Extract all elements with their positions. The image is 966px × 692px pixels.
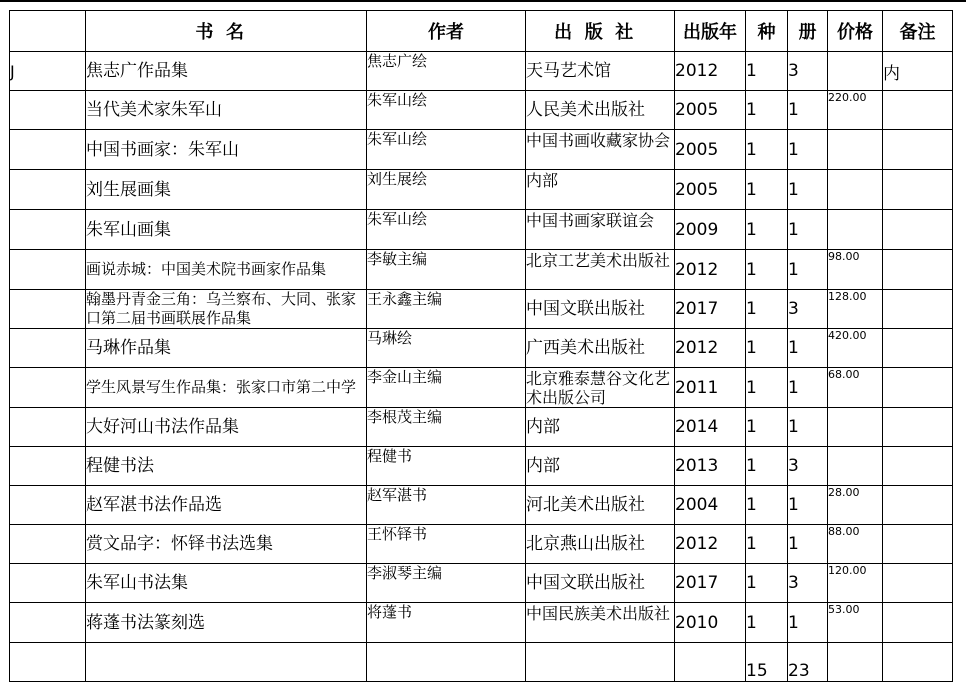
kinds-cell: 1 — [746, 447, 788, 486]
kinds-cell: 1 — [746, 408, 788, 447]
note-cell — [883, 130, 953, 170]
publisher-cell: 内部 — [526, 408, 675, 447]
header-row — [10, 11, 953, 52]
table-row — [10, 603, 953, 643]
price-cell: 220.00 — [828, 91, 883, 130]
author-cell: 程健书 — [367, 447, 526, 486]
title-cell: 中国书画家：朱军山 — [86, 130, 367, 170]
year-cell: 2010 — [675, 603, 746, 643]
author-cell: 李金山主编 — [367, 368, 526, 408]
publisher-cell: 北京燕山出版社 — [526, 525, 675, 564]
publisher-cell: 中国文联出版社 — [526, 564, 675, 603]
year-cell: 2012 — [675, 329, 746, 368]
price-cell: 53.00 — [828, 603, 883, 643]
header-note: 备注 — [883, 11, 953, 52]
publisher-cell: 中国民族美术出版社 — [526, 603, 675, 643]
note-cell — [883, 486, 953, 525]
volumes-cell: 1 — [788, 130, 828, 170]
price-cell: 128.00 — [828, 290, 883, 329]
title-cell: 焦志广作品集 — [86, 52, 367, 91]
author-cell: 焦志广绘 — [367, 52, 526, 91]
kinds-cell: 1 — [746, 210, 788, 250]
empty-cell — [883, 643, 953, 682]
author-cell: 李敏主编 — [367, 250, 526, 290]
price-cell — [828, 130, 883, 170]
author-cell: 王怀铎书 — [367, 525, 526, 564]
empty-cell — [367, 643, 526, 682]
volumes-cell: 3 — [788, 447, 828, 486]
note-cell — [883, 368, 953, 408]
empty-cell — [526, 643, 675, 682]
empty-cell — [675, 643, 746, 682]
kinds-cell: 1 — [746, 368, 788, 408]
author-cell: 朱军山绘 — [367, 130, 526, 170]
author-cell: 朱军山绘 — [367, 91, 526, 130]
title-cell: 蒋蓬书法篆刻选 — [86, 603, 367, 643]
publisher-cell: 内部 — [526, 170, 675, 210]
table-row — [10, 368, 953, 408]
publisher-cell: 人民美术出版社 — [526, 91, 675, 130]
price-cell — [828, 52, 883, 91]
book-catalog-table — [9, 10, 953, 682]
price-cell: 28.00 — [828, 486, 883, 525]
publisher-cell: 中国书画家联谊会 — [526, 210, 675, 250]
kinds-cell: 1 — [746, 329, 788, 368]
volumes-cell: 1 — [788, 210, 828, 250]
publisher-cell: 北京工艺美术出版社 — [526, 250, 675, 290]
table-row — [10, 486, 953, 525]
note-cell — [883, 408, 953, 447]
year-cell: 2012 — [675, 525, 746, 564]
table-row — [10, 170, 953, 210]
year-cell: 2012 — [675, 250, 746, 290]
volumes-cell: 3 — [788, 564, 828, 603]
code-cell — [10, 91, 86, 130]
note-cell: 内 — [883, 52, 953, 91]
year-cell: 2005 — [675, 91, 746, 130]
table-row — [10, 52, 953, 91]
header-year: 出版年 — [675, 11, 746, 52]
code-cell — [10, 525, 86, 564]
title-cell: 当代美术家朱军山 — [86, 91, 367, 130]
note-cell — [883, 564, 953, 603]
kinds-cell: 1 — [746, 564, 788, 603]
title-cell: 画说赤城：中国美术院书画家作品集 — [86, 250, 367, 290]
year-cell: 2013 — [675, 447, 746, 486]
price-cell — [828, 447, 883, 486]
volumes-cell: 1 — [788, 329, 828, 368]
title-cell: 朱军山书法集 — [86, 564, 367, 603]
note-cell — [883, 603, 953, 643]
price-cell — [828, 210, 883, 250]
title-cell: 刘生展画集 — [86, 170, 367, 210]
table-row — [10, 130, 953, 170]
year-cell: 2017 — [675, 290, 746, 329]
code-cell — [10, 210, 86, 250]
header-price: 价格 — [828, 11, 883, 52]
volumes-cell: 1 — [788, 91, 828, 130]
author-cell: 李根茂主编 — [367, 408, 526, 447]
code-cell — [10, 130, 86, 170]
header-code — [10, 11, 86, 52]
title-cell: 赵军湛书法作品选 — [86, 486, 367, 525]
kinds-cell: 1 — [746, 603, 788, 643]
code-cell — [10, 486, 86, 525]
kinds-cell: 1 — [746, 250, 788, 290]
author-cell: 马琳绘 — [367, 329, 526, 368]
author-cell: 王永鑫主编 — [367, 290, 526, 329]
table-row — [10, 91, 953, 130]
volumes-cell: 1 — [788, 408, 828, 447]
price-cell — [828, 170, 883, 210]
header-volumes: 册 — [788, 11, 828, 52]
table-row — [10, 564, 953, 603]
price-cell — [828, 408, 883, 447]
table-row — [10, 210, 953, 250]
note-cell — [883, 525, 953, 564]
price-cell: 68.00 — [828, 368, 883, 408]
kinds-cell: 1 — [746, 52, 788, 91]
title-cell: 赏文品字：怀铎书法选集 — [86, 525, 367, 564]
table-row — [10, 525, 953, 564]
publisher-cell: 中国文联出版社 — [526, 290, 675, 329]
author-cell: 赵军湛书 — [367, 486, 526, 525]
price-cell: 120.00 — [828, 564, 883, 603]
title-cell: 马琳作品集 — [86, 329, 367, 368]
year-cell: 2009 — [675, 210, 746, 250]
note-cell — [883, 170, 953, 210]
publisher-cell: 天马艺术馆 — [526, 52, 675, 91]
volumes-cell: 1 — [788, 486, 828, 525]
code-cell — [10, 368, 86, 408]
year-cell: 2005 — [675, 130, 746, 170]
total-kinds: 15 — [746, 643, 788, 682]
publisher-cell: 中国书画收藏家协会 — [526, 130, 675, 170]
code-cell — [10, 290, 86, 329]
empty-cell — [828, 643, 883, 682]
year-cell: 2017 — [675, 564, 746, 603]
table-row — [10, 408, 953, 447]
header-kinds: 种 — [746, 11, 788, 52]
title-cell: 朱军山画集 — [86, 210, 367, 250]
code-cell — [10, 250, 86, 290]
year-cell: 2014 — [675, 408, 746, 447]
price-cell: 420.00 — [828, 329, 883, 368]
title-cell: 程健书法 — [86, 447, 367, 486]
empty-cell — [10, 643, 86, 682]
year-cell: 2012 — [675, 52, 746, 91]
volumes-cell: 1 — [788, 170, 828, 210]
volumes-cell: 1 — [788, 368, 828, 408]
publisher-cell: 河北美术出版社 — [526, 486, 675, 525]
code-cell — [10, 564, 86, 603]
note-cell — [883, 447, 953, 486]
volumes-cell: 1 — [788, 250, 828, 290]
volumes-cell: 3 — [788, 52, 828, 91]
code-cell — [10, 447, 86, 486]
table-row — [10, 447, 953, 486]
table-row — [10, 290, 953, 329]
note-cell — [883, 210, 953, 250]
header-author: 作者 — [367, 11, 526, 52]
table-row — [10, 329, 953, 368]
code-cell: J — [10, 52, 86, 91]
kinds-cell: 1 — [746, 486, 788, 525]
kinds-cell: 1 — [746, 290, 788, 329]
totals-row — [10, 643, 953, 682]
author-cell: 刘生展绘 — [367, 170, 526, 210]
empty-cell — [86, 643, 367, 682]
volumes-cell: 3 — [788, 290, 828, 329]
author-cell: 李淑琴主编 — [367, 564, 526, 603]
title-cell: 翰墨丹青金三角：乌兰察布、大同、张家口第二届书画联展作品集 — [86, 290, 367, 329]
table-row — [10, 250, 953, 290]
header-title: 书名 — [86, 11, 367, 52]
price-cell: 98.00 — [828, 250, 883, 290]
volumes-cell: 1 — [788, 603, 828, 643]
author-cell: 将蓬书 — [367, 603, 526, 643]
price-cell: 88.00 — [828, 525, 883, 564]
author-cell: 朱军山绘 — [367, 210, 526, 250]
publisher-cell: 广西美术出版社 — [526, 329, 675, 368]
code-cell — [10, 170, 86, 210]
total-volumes: 23 — [788, 643, 828, 682]
kinds-cell: 1 — [746, 525, 788, 564]
note-cell — [883, 91, 953, 130]
kinds-cell: 1 — [746, 91, 788, 130]
kinds-cell: 1 — [746, 170, 788, 210]
code-cell — [10, 329, 86, 368]
volumes-cell: 1 — [788, 525, 828, 564]
publisher-cell: 北京雅泰慧谷文化艺术出版公司 — [526, 368, 675, 408]
year-cell: 2005 — [675, 170, 746, 210]
top-rule — [0, 0, 966, 2]
header-publisher: 出版社 — [526, 11, 675, 52]
title-cell: 大好河山书法作品集 — [86, 408, 367, 447]
note-cell — [883, 329, 953, 368]
title-cell: 学生风景写生作品集：张家口市第二中学 — [86, 368, 367, 408]
note-cell — [883, 250, 953, 290]
publisher-cell: 内部 — [526, 447, 675, 486]
code-cell — [10, 603, 86, 643]
note-cell — [883, 290, 953, 329]
year-cell: 2011 — [675, 368, 746, 408]
kinds-cell: 1 — [746, 130, 788, 170]
code-cell — [10, 408, 86, 447]
year-cell: 2004 — [675, 486, 746, 525]
